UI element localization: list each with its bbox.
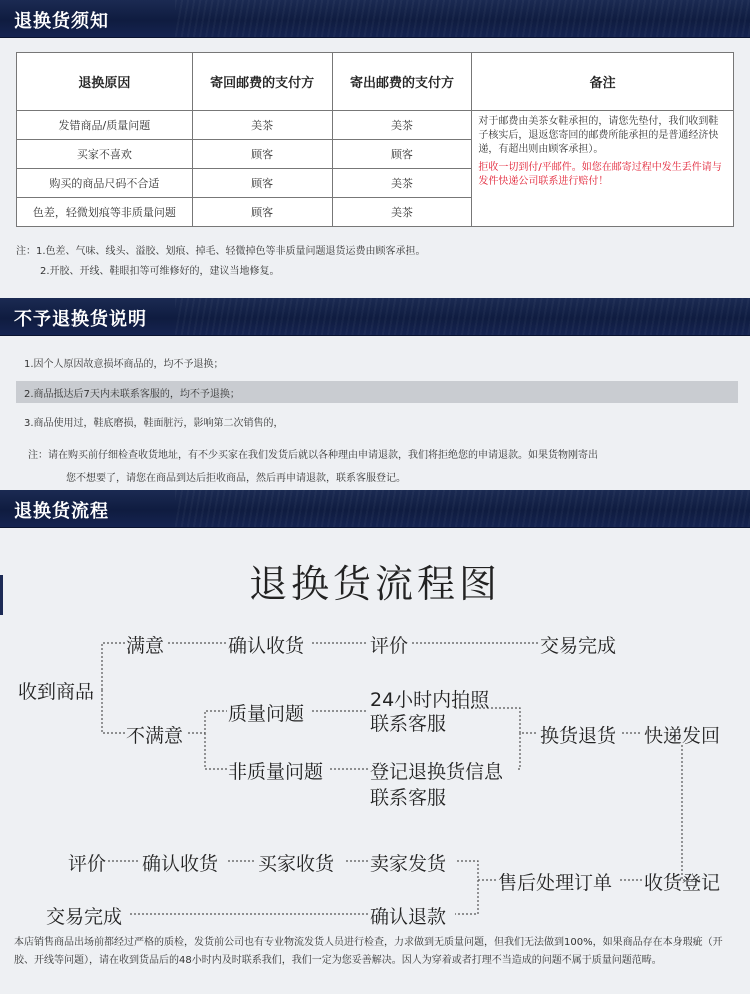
- connector-aftersale-seller: [455, 861, 496, 880]
- node-seller-ship: 卖家发货: [370, 853, 447, 875]
- connector-receive-unsatisfied: [102, 690, 125, 733]
- no-return-item-1: 1.因个人原因故意损坏商品的，均不予退换；: [24, 359, 224, 370]
- node-review: 评价: [370, 635, 409, 657]
- cell-send-payer: 美茶: [332, 111, 472, 140]
- note-line-2: 2.开胶、开线、鞋眼扣等可维修好的，建议当地修复。: [40, 266, 280, 277]
- node-receive-register: 收货登记: [644, 872, 721, 894]
- header-send-shipping: 寄出邮费的支付方: [332, 53, 472, 111]
- cell-reason: 色差，轻微划痕等非质量问题: [17, 198, 193, 227]
- node-contact-service: 联系客服: [370, 713, 447, 735]
- node-contact-service-2: 联系客服: [370, 787, 447, 809]
- connector-receive-satisfied: [102, 643, 125, 690]
- node-deal-done-2: 交易完成: [46, 906, 123, 928]
- section-title: 退换货须知: [14, 11, 109, 32]
- connector-register-exchange: [518, 733, 520, 769]
- node-ship-back: 快递发回: [644, 725, 721, 747]
- node-receive: 收到商品: [18, 681, 95, 703]
- no-return-note-1: 注：请在购买前仔细检查收货地址，有不少买家在我们发货后就以各种理由申请退款，我们将拒绝您的申请退款。如果货物刚寄出: [28, 450, 598, 461]
- node-photo: 24小时内拍照: [370, 689, 490, 711]
- no-return-item-3: 3.商品使用过，鞋底磨损，鞋面脏污，影响第二次销售的，: [24, 418, 284, 429]
- node-register-info: 登记退换货信息: [370, 761, 504, 783]
- cell-return-payer: 顾客: [192, 140, 332, 169]
- node-exchange-return: 换货退货: [540, 725, 617, 747]
- cell-reason: 购买的商品尺码不合适: [17, 169, 193, 198]
- remark-warning: 拒收一切到付/平邮件。如您在邮寄过程中发生丢件请与发件快递公司联系进行赔付！: [478, 162, 722, 187]
- node-unsatisfied: 不满意: [126, 725, 184, 747]
- flowchart-title: 退换货流程图: [248, 562, 501, 606]
- cell-send-payer: 美茶: [332, 198, 472, 227]
- header-return-shipping: 寄回邮费的支付方: [192, 53, 332, 111]
- cell-send-payer: 顾客: [332, 140, 472, 169]
- footer-disclaimer: 本店销售商品出场前都经过严格的质检，发货前公司也有专业物流发货人员进行检查，力求做到无质量问题，但我们无法做到100%，如果商品存在本身瑕疵（开胶、开线等问题），请在收到货品后的48小时内及时联系我们，我们一定为您妥善解决。因人为穿着或者打理不当造成的问题不属于质量问题范畴。: [14, 937, 723, 966]
- cell-send-payer: 美茶: [332, 169, 472, 198]
- cell-reason: 买家不喜欢: [17, 140, 193, 169]
- cell-return-payer: 美茶: [192, 111, 332, 140]
- note-line-1: 注：1.色差、气味、线头、溢胶、划痕、掉毛、轻微掉色等非质量问题退货运费由顾客承担。: [16, 246, 426, 257]
- connector-sendback-down: [682, 745, 700, 880]
- remark-text: 对于邮费由美茶女鞋承担的，请您先垫付，我们收到鞋子核实后，退返您寄回的邮费所能承担的是普通经济快递，有超出则由顾客承担）。: [478, 116, 719, 155]
- cell-return-payer: 顾客: [192, 198, 332, 227]
- node-quality-issue: 质量问题: [228, 703, 305, 725]
- cell-reason: 发错商品/质量问题: [17, 111, 193, 140]
- node-confirm-receipt-2: 确认收货: [142, 853, 219, 875]
- header-reason: 退换原因: [17, 53, 193, 111]
- connector-unsatisfied-nonquality: [205, 733, 227, 769]
- node-aftersale-order: 售后处理订单: [498, 872, 613, 894]
- connector-unsatisfied-quality: [188, 711, 227, 733]
- section-title: 不予退换货说明: [14, 309, 147, 330]
- node-review-2: 评价: [68, 853, 107, 875]
- node-deal-done: 交易完成: [540, 635, 617, 657]
- no-return-note-2: 您不想要了，请您在商品到达后拒收商品，然后再申请退款，联系客服登记。: [66, 473, 406, 484]
- node-satisfied: 满意: [126, 635, 165, 657]
- section-title: 退换货流程: [14, 501, 109, 522]
- header-remark: 备注: [472, 53, 734, 111]
- node-non-quality: 非质量问题: [228, 761, 324, 783]
- cell-return-payer: 顾客: [192, 169, 332, 198]
- connector-aftersale-refund: [455, 880, 478, 914]
- node-confirm-refund: 确认退款: [370, 906, 447, 928]
- no-return-item-2: 2.商品抵达后7天内未联系客服的，均不予退换；: [24, 389, 240, 400]
- node-confirm-receipt: 确认收货: [228, 635, 305, 657]
- node-buyer-receive: 买家收货: [258, 853, 335, 875]
